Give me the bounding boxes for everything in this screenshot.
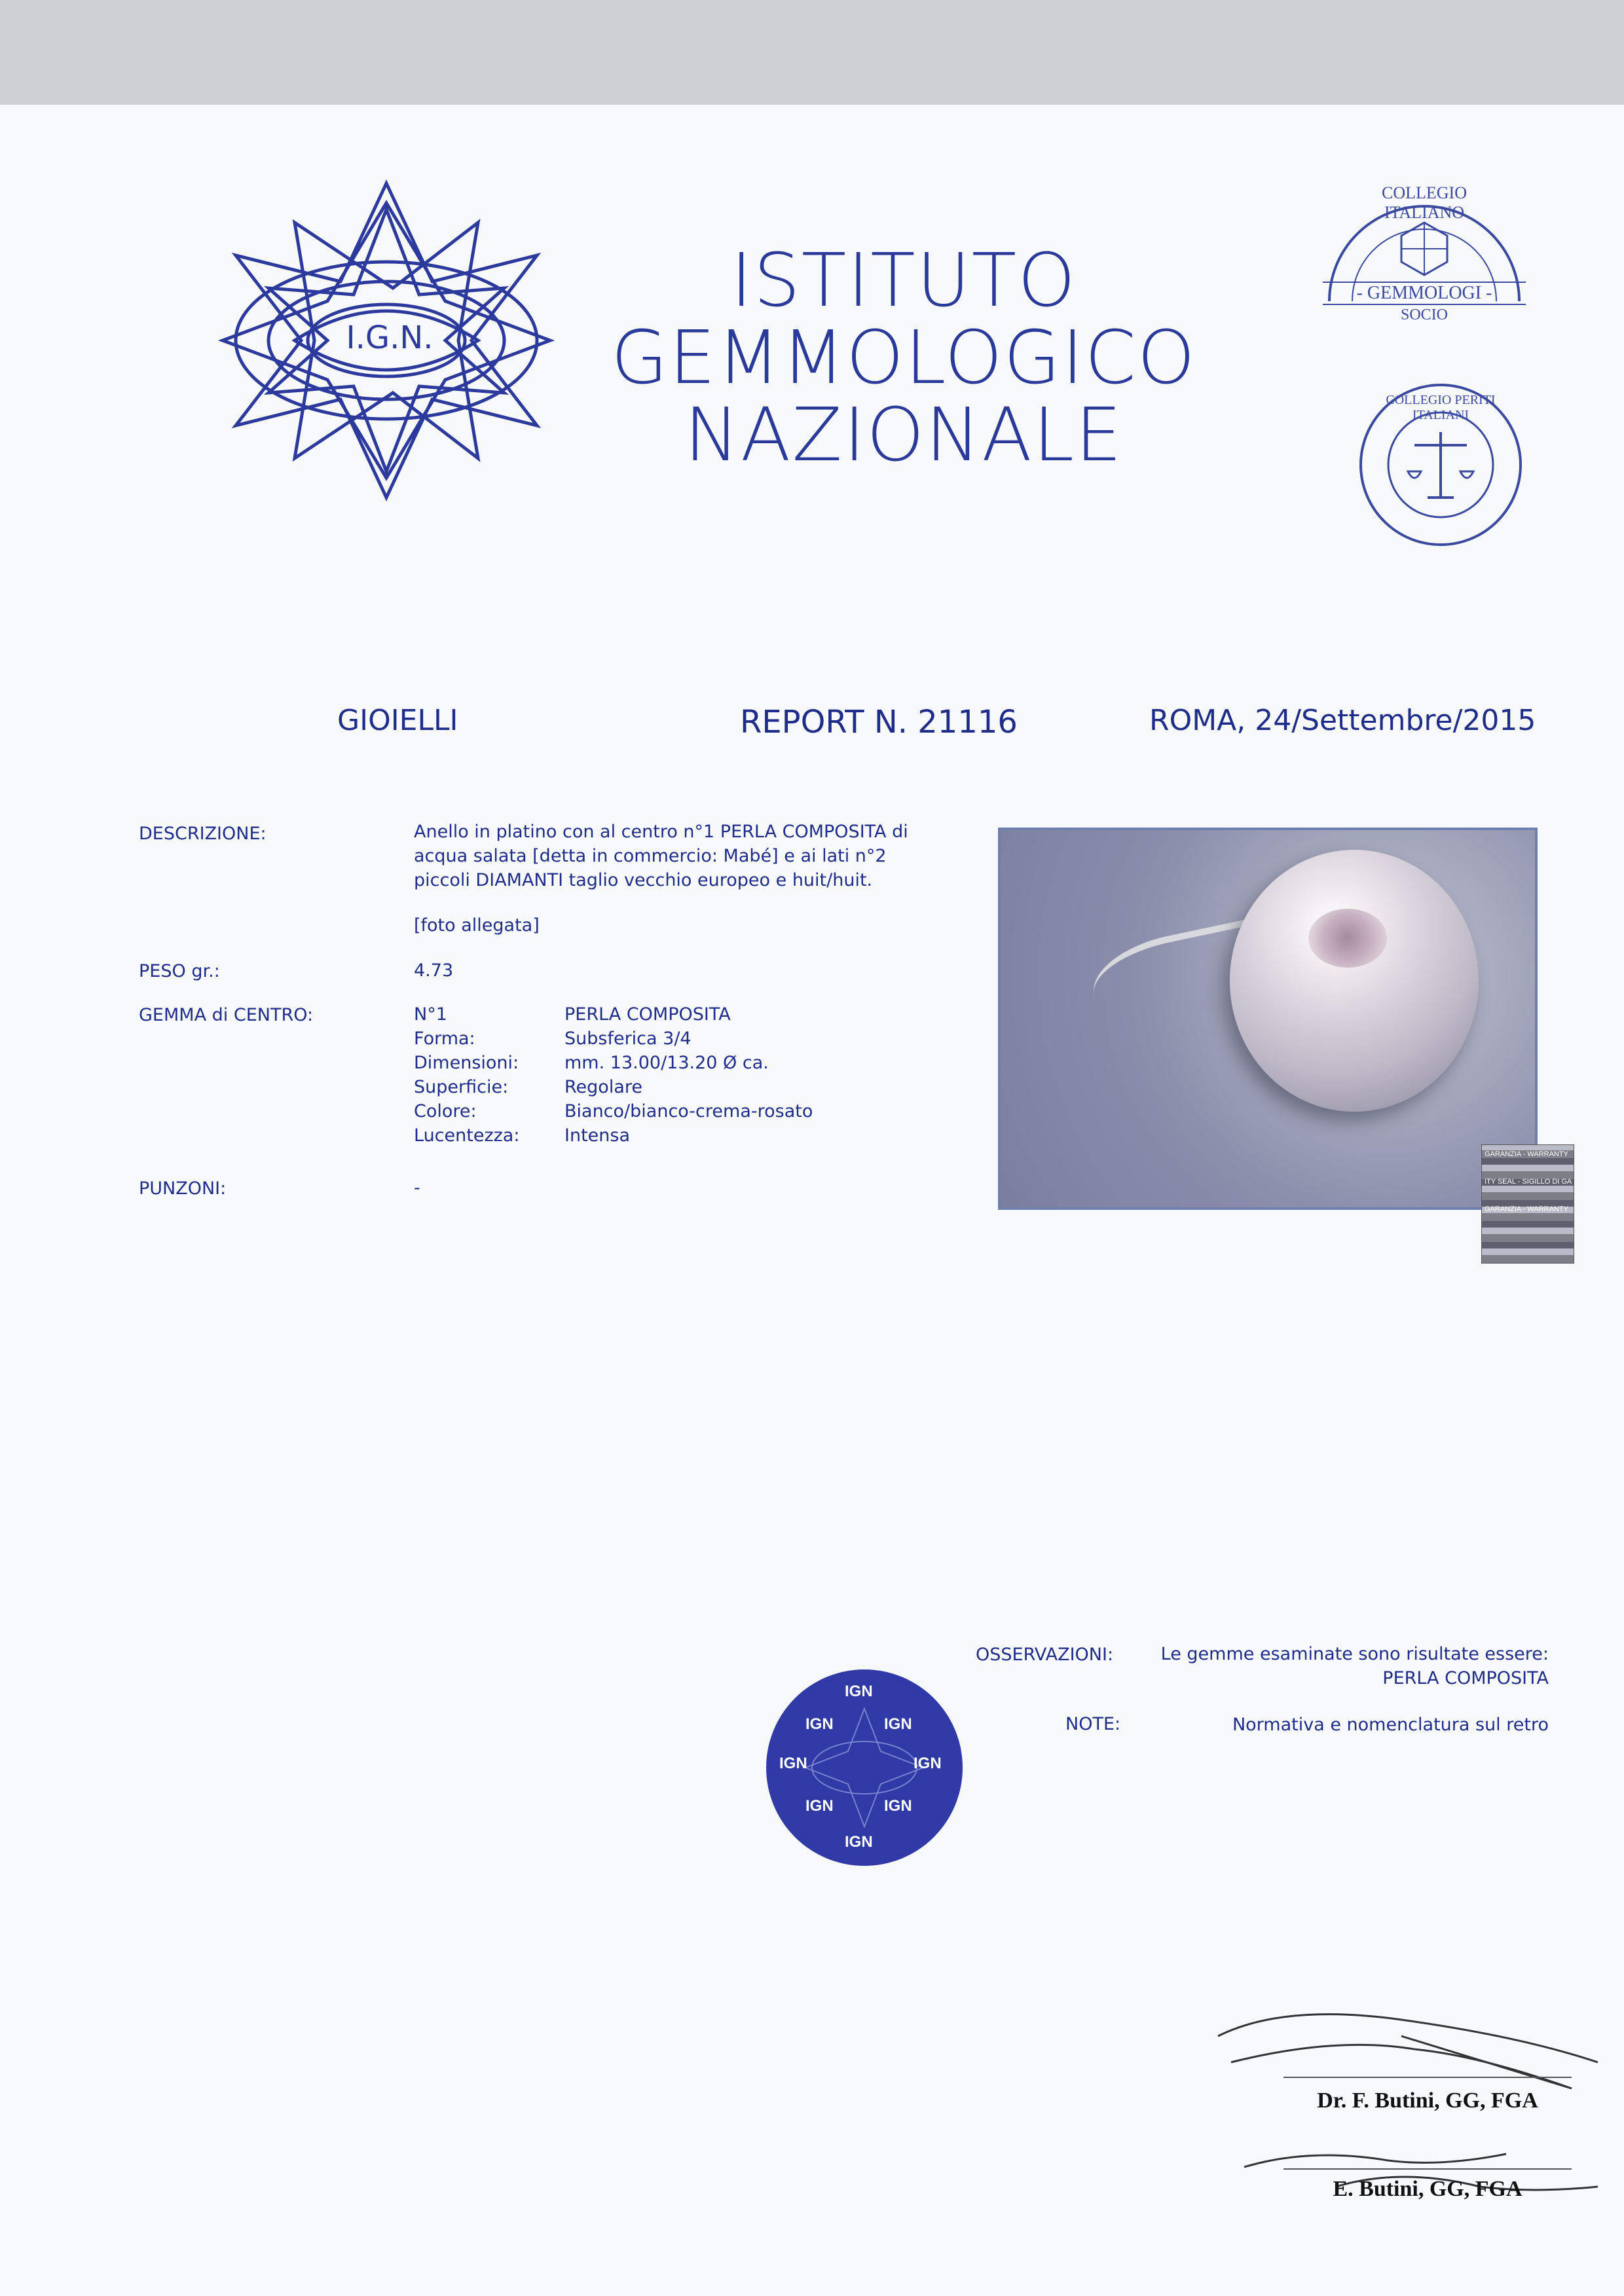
signature-scribble-icon <box>1205 1990 1624 2265</box>
descrizione-line-2: acqua salata [detta in commercio: Mabé] e ai lati n°2 <box>414 846 887 866</box>
stamp-text-6: IGN <box>805 1797 834 1815</box>
seal1-sub: SOCIO <box>1400 306 1448 323</box>
signature-name-2: E. Butini, GG, FGA <box>1333 2177 1522 2201</box>
prop-row <box>414 1123 938 1148</box>
descrizione-text <box>414 820 938 892</box>
ign-logo-text: I.G.N. <box>346 319 434 356</box>
prop-value: Subsferica 3/4 <box>564 1029 692 1049</box>
prop-row <box>414 1027 938 1051</box>
gemma-name: PERLA COMPOSITA <box>564 1004 731 1025</box>
signature-name-1: Dr. F. Butini, GG, FGA <box>1317 2088 1538 2113</box>
hologram-warranty-seal <box>1481 1144 1574 1264</box>
pearl-highlight <box>1308 909 1387 968</box>
seal2-arc-text: COLLEGIO PERITI ITALIANI <box>1386 393 1496 422</box>
seal1-band: - GEMMOLOGI - <box>1323 282 1526 305</box>
scan-top-band <box>0 0 1624 105</box>
osservazioni-line-1: Le gemme esaminate sono risultate essere: <box>1160 1644 1549 1664</box>
descrizione-line-1: Anello in platino con al centro n°1 PERLA COMPOSITA di <box>414 822 908 842</box>
holo-line-3: GARANZIA - WARRANTY <box>1485 1205 1568 1213</box>
title-line-3: NAZIONALE <box>684 393 1123 478</box>
descrizione-label: DESCRIZIONE: <box>139 824 267 844</box>
stamp-text-2: IGN <box>805 1715 834 1733</box>
holo-line-2: ITY SEAL - SIGILLO DI GA <box>1485 1178 1572 1186</box>
stamp-text-7: IGN <box>884 1797 912 1815</box>
category-label: GIOIELLI <box>337 704 458 737</box>
seal-collegio-periti <box>1356 380 1526 550</box>
prop-key: Superficie: <box>414 1077 509 1097</box>
gemma-label: GEMMA di CENTRO: <box>139 1005 314 1025</box>
peso-label: PESO gr.: <box>139 961 220 981</box>
stamp-text-8: IGN <box>845 1833 873 1851</box>
title-line-2: GEMMOLOGICO <box>611 316 1196 401</box>
holo-line-1: GARANZIA - WARRANTY <box>1485 1150 1568 1158</box>
stamp-text-4: IGN <box>779 1755 807 1772</box>
prop-row <box>414 1099 938 1123</box>
seal1-arc-text: COLLEGIO ITALIANO <box>1382 183 1467 222</box>
peso-value: 4.73 <box>414 960 454 981</box>
osservazioni-line-2: PERLA COMPOSITA <box>1382 1668 1549 1688</box>
prop-key: Colore: <box>414 1101 477 1121</box>
prop-key: Forma: <box>414 1029 475 1049</box>
place-date: ROMA, 24/Settembre/2015 <box>1149 704 1536 737</box>
ign-logo <box>196 177 576 504</box>
osservazioni-label: OSSERVAZIONI: <box>976 1645 1114 1665</box>
stamp-text-1: IGN <box>845 1683 873 1700</box>
stamp-text-3: IGN <box>884 1715 912 1733</box>
report-number: REPORT N. 21116 <box>740 704 1018 740</box>
punzoni-value: - <box>414 1178 420 1198</box>
foto-allegata: [foto allegata] <box>414 915 540 936</box>
gemma-properties <box>414 1027 938 1148</box>
prop-value: Bianco/bianco-crema-rosato <box>564 1101 813 1121</box>
gemma-number: N°1 <box>414 1004 447 1025</box>
punzoni-label: PUNZONI: <box>139 1178 227 1199</box>
ign-stamp <box>766 1669 963 1866</box>
signature-line-2 <box>1283 2168 1572 2170</box>
note-label: NOTE: <box>1065 1714 1121 1734</box>
prop-value: Regolare <box>564 1077 642 1097</box>
pearl <box>1230 850 1479 1112</box>
prop-key: Lucentezza: <box>414 1125 520 1146</box>
prop-row <box>414 1075 938 1099</box>
stamp-text-5: IGN <box>913 1755 942 1772</box>
title-line-1: ISTITUTO <box>730 238 1077 323</box>
institute-title <box>576 238 1231 478</box>
prop-row <box>414 1051 938 1075</box>
prop-value: mm. 13.00/13.20 Ø ca. <box>564 1053 769 1073</box>
seal-collegio-gemmologi <box>1316 183 1532 327</box>
jewel-photo <box>998 828 1538 1210</box>
note-value: Normativa e nomenclatura sul retro <box>1232 1715 1549 1735</box>
descrizione-line-3: piccoli DIAMANTI taglio vecchio europeo e huit/huit. <box>414 870 873 890</box>
signature-line-1 <box>1283 2077 1572 2078</box>
prop-value: Intensa <box>564 1125 630 1146</box>
prop-key: Dimensioni: <box>414 1053 519 1073</box>
